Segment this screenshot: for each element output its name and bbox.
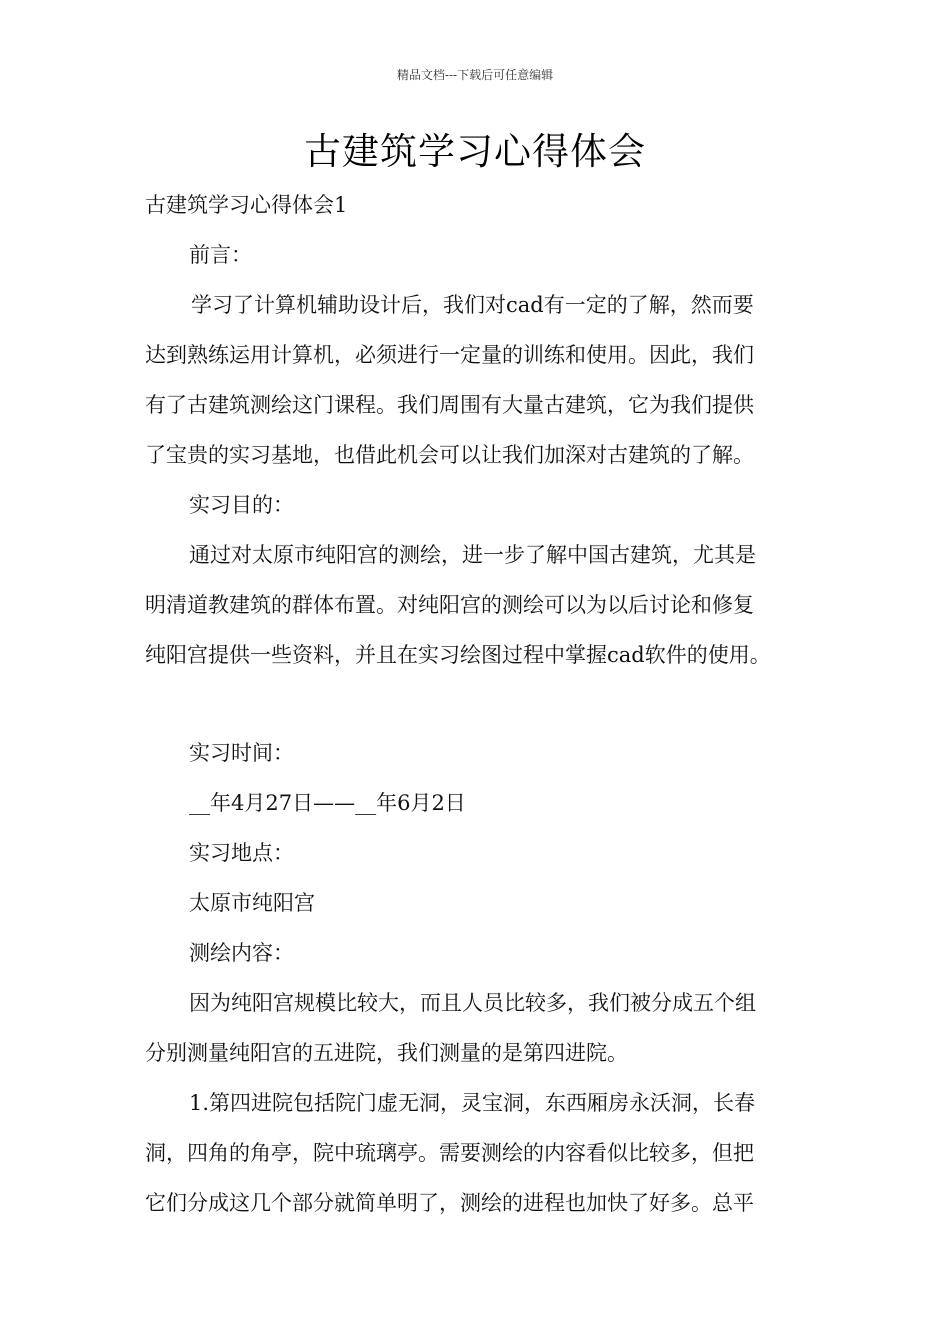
place-value: 太原市纯阳宫: [189, 891, 315, 915]
content-heading: 测绘内容：: [189, 941, 294, 965]
page-header: 精品文档---下载后可任意编辑: [396, 68, 554, 82]
section-subtitle: 古建筑学习心得体会1: [145, 193, 348, 217]
place-heading: 实习地点：: [189, 841, 294, 865]
document-body: [145, 180, 825, 1228]
preface-line: 学习了计算机辅助设计后，我们对cad有一定的了解，然而要: [191, 293, 754, 317]
purpose-line: 纯阳宫提供一些资料，并且在实习绘图过程中掌握cad软件的使用。: [145, 643, 771, 667]
item1-line: 它们分成这几个部分就简单明了，测绘的进程也加快了好多。总平: [145, 1191, 754, 1215]
content-line: 分别测量纯阳宫的五进院，我们测量的是第四进院。: [145, 1041, 628, 1065]
content-line: 因为纯阳宫规模比较大，而且人员比较多，我们被分成五个组: [189, 991, 756, 1015]
purpose-heading: 实习目的：: [189, 493, 294, 517]
purpose-line: 通过对太原市纯阳宫的测绘，进一步了解中国古建筑，尤其是: [189, 543, 756, 567]
purpose-line: 明清道教建筑的群体布置。对纯阳宫的测绘可以为以后讨论和修复: [145, 593, 754, 617]
document-title: 古建筑学习心得体会: [304, 130, 646, 173]
time-value: __年4月27日——__年6月2日: [189, 791, 466, 815]
preface-line: 有了古建筑测绘这门课程。我们周围有大量古建筑，它为我们提供: [145, 393, 754, 417]
item1-line: 1.第四进院包括院门虚无洞，灵宝洞，东西厢房永沃洞，长春: [189, 1091, 756, 1115]
item1-line: 洞，四角的角亭，院中琉璃亭。需要测绘的内容看似比较多，但把: [145, 1141, 754, 1165]
blank-line: [145, 680, 825, 728]
preface-line: 了宝贵的实习基地，也借此机会可以让我们加深对古建筑的了解。: [145, 443, 754, 467]
preface-heading: 前言：: [189, 243, 252, 267]
preface-line: 达到熟练运用计算机，必须进行一定量的训练和使用。因此，我们: [145, 343, 754, 367]
time-heading: 实习时间：: [189, 741, 294, 765]
